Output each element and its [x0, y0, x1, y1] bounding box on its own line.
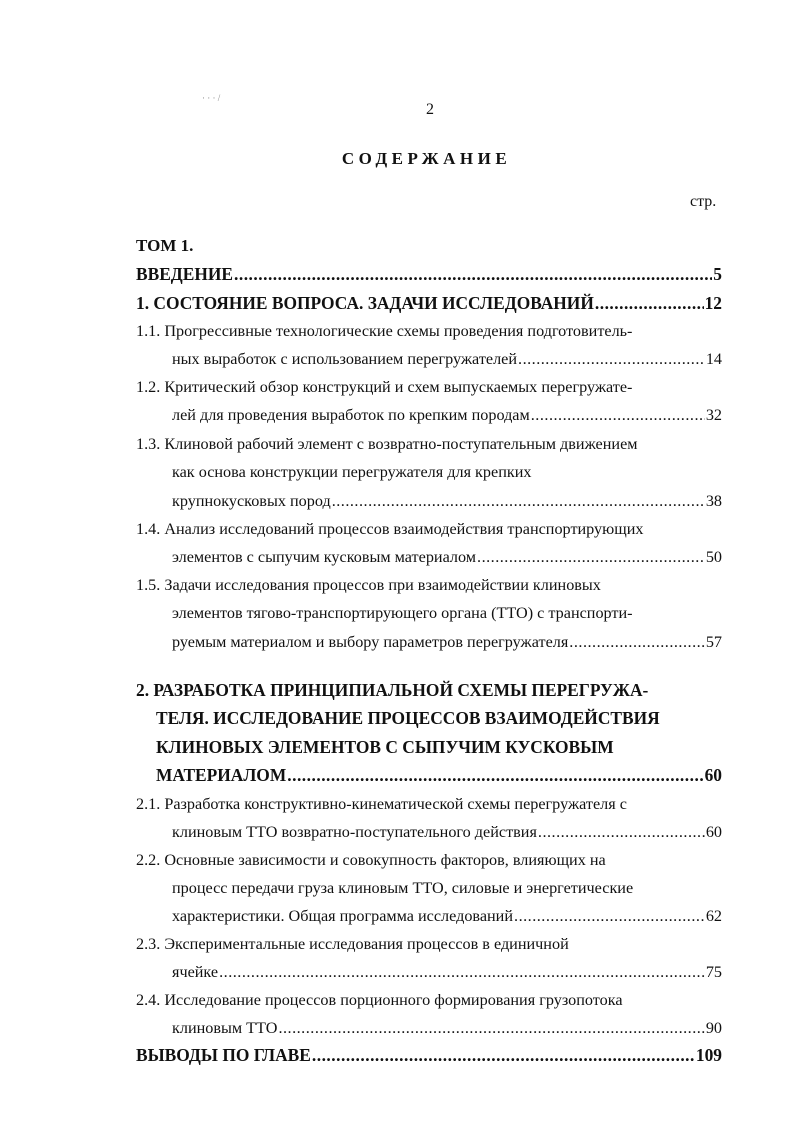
toc-page-number: 38 [705, 492, 722, 510]
toc-entry-2-2-line-2[interactable]: процесс передачи груза клиновым ТТО, силовые и энергетические [172, 879, 634, 897]
toc-page-number: 90 [705, 1019, 722, 1037]
toc-entry-conclusions[interactable] [136, 1045, 722, 1066]
toc-entry-1-5-line-2[interactable]: элементов тягово-транспортирующего органа (ТТО) с транспорти- [172, 604, 633, 622]
leader-dots [234, 264, 712, 285]
leader-dots [518, 350, 705, 369]
toc-entry-intro[interactable] [136, 264, 722, 285]
toc-page-number: 60 [705, 823, 722, 841]
toc-entry-1-4[interactable] [172, 548, 722, 567]
toc-entry-chapter-1[interactable] [136, 293, 722, 314]
toc-entry-2-3[interactable] [172, 963, 722, 982]
toc-page-number: 75 [705, 963, 722, 981]
leader-dots [477, 548, 705, 567]
toc-entry-text: элементов с сыпучим кусковым материалом [172, 548, 477, 566]
toc-entry-1-1-line-1[interactable]: 1.1. Прогрессивные технологические схемы проведения подготовитель- [136, 322, 633, 340]
toc-entry-1-5[interactable] [172, 633, 722, 652]
toc-entry-text: 1. СОСТОЯНИЕ ВОПРОСА. ЗАДАЧИ ИССЛЕДОВАНИЙ [136, 293, 594, 313]
toc-entry-1-3[interactable] [172, 492, 722, 511]
volume-heading: ТОМ 1. [136, 236, 194, 255]
toc-entry-text: руемым материалом и выбору параметров перегружателя [172, 633, 569, 651]
leader-dots [219, 963, 705, 982]
toc-entry-2-2-line-1[interactable]: 2.2. Основные зависимости и совокупность факторов, влияющих на [136, 851, 606, 869]
toc-page-number: 57 [705, 633, 722, 651]
toc-entry-1-2[interactable] [172, 406, 722, 425]
toc-entry-1-4-line-1[interactable]: 1.4. Анализ исследований процессов взаимодействия транспортирующих [136, 520, 644, 538]
toc-entry-chapter-2[interactable] [156, 765, 722, 786]
toc-page-number: 50 [705, 548, 722, 566]
toc-entry-chapter-2-line-1[interactable]: 2. РАЗРАБОТКА ПРИНЦИПИАЛЬНОЙ СХЕМЫ ПЕРЕГРУЖА- [136, 680, 649, 700]
leader-dots [538, 823, 705, 842]
toc-entry-text: лей для проведения выработок по крепким породам [172, 406, 530, 424]
toc-page-number: 60 [704, 765, 722, 785]
toc-entry-text: ВВЕДЕНИЕ [136, 264, 234, 284]
leader-dots [595, 293, 704, 314]
toc-entry-chapter-2-line-3[interactable]: КЛИНОВЫХ ЭЛЕМЕНТОВ С СЫПУЧИМ КУСКОВЫМ [156, 737, 614, 757]
toc-entry-1-2-line-1[interactable]: 1.2. Критический обзор конструкций и схем выпускаемых перегружате- [136, 378, 633, 396]
toc-entry-text: клиновым ТТО [172, 1019, 278, 1037]
toc-entry-text: клиновым ТТО возвратно-поступательного действия [172, 823, 537, 841]
leader-dots [312, 1045, 695, 1066]
toc-page-number: 32 [705, 406, 722, 424]
toc-entry-text: крупнокусковых пород [172, 492, 331, 510]
toc-entry-text: характеристики. Общая программа исследований [172, 907, 514, 925]
page-column-label: стр. [690, 193, 717, 210]
toc-entry-1-1[interactable] [172, 350, 722, 369]
toc-entry-2-4-line-1[interactable]: 2.4. Исследование процессов порционного формирования грузопотока [136, 991, 623, 1009]
leader-dots [531, 406, 705, 425]
leader-dots [287, 765, 703, 786]
toc-entry-chapter-2-line-2[interactable]: ТЕЛЯ. ИССЛЕДОВАНИЕ ПРОЦЕССОВ ВЗАИМОДЕЙСТВИЯ [156, 708, 660, 728]
toc-entry-2-4[interactable] [172, 1019, 722, 1038]
toc-page-number: 12 [704, 293, 722, 313]
toc-entry-text: ВЫВОДЫ ПО ГЛАВЕ [136, 1045, 311, 1065]
toc-entry-text: ячейке [172, 963, 219, 981]
toc-entry-2-2[interactable] [172, 907, 722, 926]
toc-page-number: 14 [705, 350, 722, 368]
page-title: СОДЕРЖАНИЕ [341, 149, 512, 168]
toc-entry-text: МАТЕРИАЛОМ [156, 765, 287, 785]
page-number: 2 [426, 101, 434, 118]
toc-entry-2-1-line-1[interactable]: 2.1. Разработка конструктивно-кинематической схемы перегружателя с [136, 795, 627, 813]
toc-entry-1-5-line-1[interactable]: 1.5. Задачи исследования процессов при взаимодействии клиновых [136, 576, 601, 594]
scan-specks: · · · / [202, 93, 221, 103]
leader-dots [569, 633, 705, 652]
leader-dots [332, 492, 705, 511]
toc-page-number: 5 [713, 264, 722, 284]
toc-entry-text: ных выработок с использованием перегружателей [172, 350, 518, 368]
toc-entry-2-3-line-1[interactable]: 2.3. Экспериментальные исследования процессов в единичной [136, 935, 569, 953]
toc-entry-1-3-line-2[interactable]: как основа конструкции перегружателя для крепких [172, 463, 532, 481]
toc-page-number: 109 [695, 1045, 722, 1065]
toc-entry-1-3-line-1[interactable]: 1.3. Клиновой рабочий элемент с возвратно-поступательным движением [136, 435, 638, 453]
toc-entry-2-1[interactable] [172, 823, 722, 842]
toc-page-number: 62 [705, 907, 722, 925]
leader-dots [278, 1019, 704, 1038]
leader-dots [514, 907, 705, 926]
